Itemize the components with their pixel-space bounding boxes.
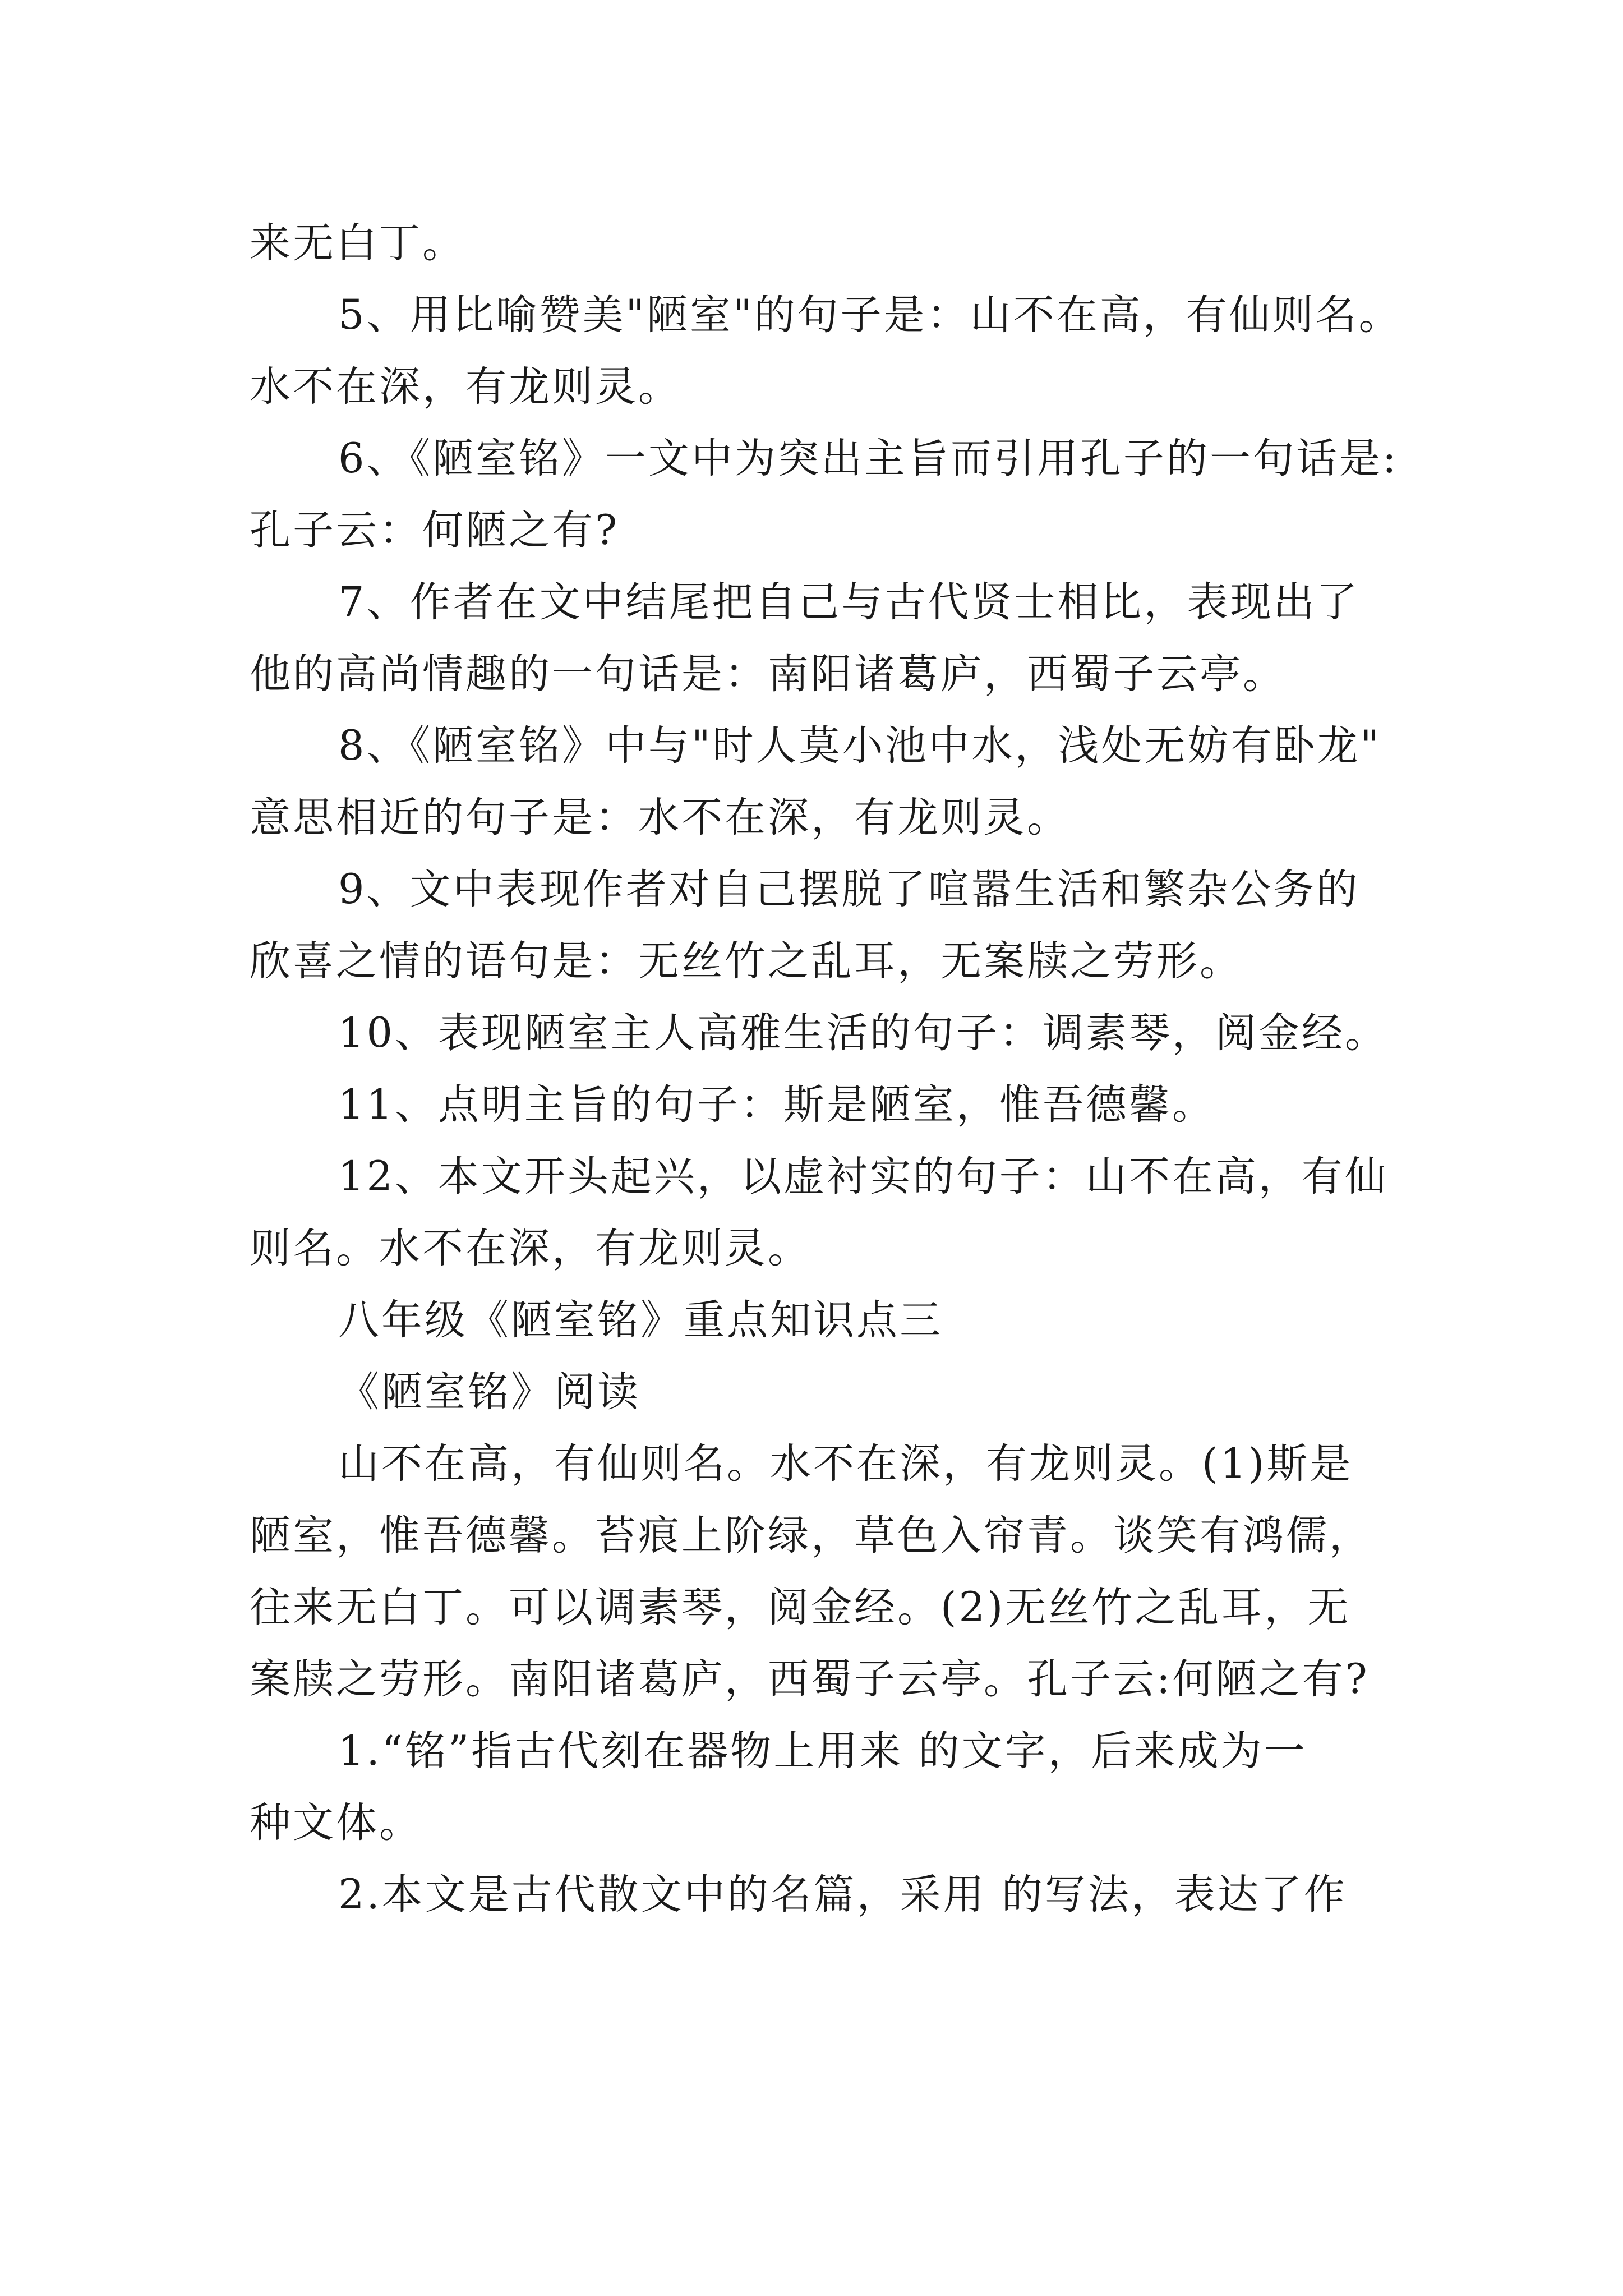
text-line: 9、文中表现作者对自己摆脱了喧嚣生活和繁杂公务的 [338, 866, 1360, 913]
text-line: 5、用比喻赞美"陋室"的句子是：山不在高，有仙则名。 [338, 291, 1402, 339]
text-line: 孔子云：何陋之有? [250, 507, 620, 554]
text-line: 则名。水不在深，有龙则灵。 [250, 1225, 811, 1272]
text-line: 12、本文开头起兴，以虚衬实的句子：山不在高，有仙 [338, 1153, 1388, 1200]
question-line: 2.本文是古代散文中的名篇，采用 的写法，表达了作 [338, 1871, 1347, 1918]
text-line: 欣喜之情的语句是：无丝竹之乱耳，无案牍之劳形。 [250, 937, 1243, 985]
text-line: 11、点明主旨的句子：斯是陋室，惟吾德馨。 [338, 1081, 1215, 1129]
passage-line: 陋室，惟吾德馨。苔痕上阶绿，草色入帘青。谈笑有鸿儒， [250, 1512, 1372, 1559]
text-line: 10、表现陋室主人高雅生活的句子：调素琴，阅金经。 [338, 1009, 1388, 1057]
section-heading: 八年级《陋室铭》重点知识点三 [338, 1296, 943, 1344]
passage-line: 山不在高，有仙则名。水不在深，有龙则灵。(1)斯是 [338, 1440, 1353, 1488]
text-line: 来无白丁。 [250, 219, 465, 267]
question-line: 种文体。 [250, 1799, 422, 1847]
text-line: 他的高尚情趣的一句话是：南阳诸葛庐，西蜀子云亭。 [250, 650, 1286, 698]
document-body [250, 208, 1402, 1931]
question-line: 1.“铭”指古代刻在器物上用来 的文字，后来成为一 [338, 1727, 1307, 1775]
passage-line: 往来无白丁。可以调素琴，阅金经。(2)无丝竹之乱耳，无 [250, 1584, 1351, 1631]
text-line: 7、作者在文中结尾把自己与古代贤士相比，表现出了 [338, 578, 1360, 626]
text-line: 意思相近的句子是：水不在深，有龙则灵。 [250, 794, 1070, 841]
passage-line: 案牍之劳形。南阳诸葛庐，西蜀子云亭。孔子云:何陋之有? [250, 1655, 1370, 1703]
reading-title: 《陋室铭》阅读 [338, 1368, 640, 1416]
text-line: 6、《陋室铭》一文中为突出主旨而引用孔子的一句话是: [338, 435, 1399, 482]
text-line: 水不在深，有龙则灵。 [250, 363, 681, 411]
text-line: 8、《陋室铭》中与"时人莫小池中水，浅处无妨有卧龙" [338, 722, 1382, 770]
